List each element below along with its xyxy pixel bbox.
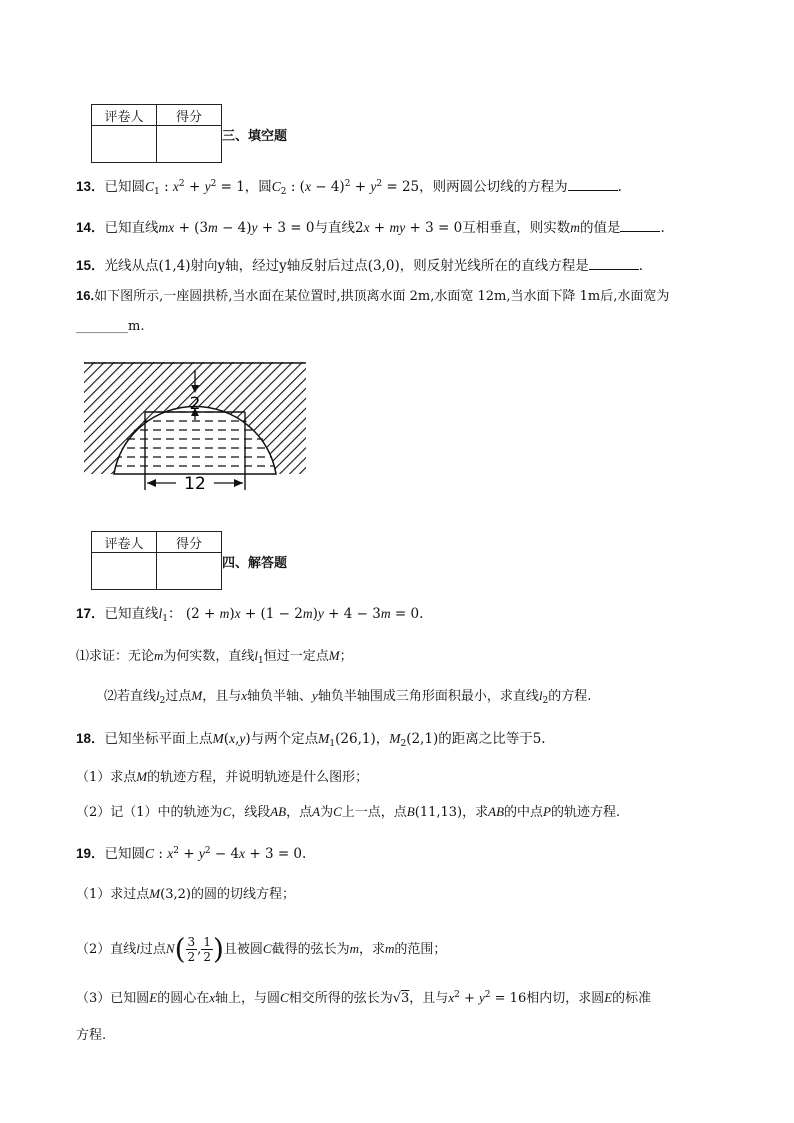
question-15: 15．光线从点(1,4)射向y轴，经过y轴反射后过点(3,0)，则反射光线所在的直线方程是 . xyxy=(76,258,644,274)
question-19-part2: （2）直线l过点N( $\frac{3}{2}$ , $\frac{1}{2}$ )且被圆C截得的弦长为m，求m的范围； xyxy=(76,932,447,966)
question-19-part3-line1: （3）已知圆E的圆心在x轴上，与圆C相交所得的弦长为√3，且与$x^2 + y^2 = 16$相内切，求圆E的标准 xyxy=(76,990,652,1006)
grading-table-1 xyxy=(91,104,222,163)
score-header: 得分 xyxy=(157,105,222,126)
question-18-part2: （2）记（1）中的轨迹为C，线段AB，点A为C上一点，点B(11,13)，求AB的中点P的轨迹方程. xyxy=(76,804,621,820)
height-label: 2 xyxy=(189,394,201,414)
width-label: 12 xyxy=(184,474,206,492)
question-16-line1: 16.如下图所示,一座圆拱桥,当水面在某位置时,拱顶离水面 2m,水面宽 12m,当水面下降 1m后,水面宽为 xyxy=(76,288,670,304)
question-19-part1: （1）求过点M(3,2)的圆的切线方程； xyxy=(76,886,295,902)
question-13: 13．已知圆$C_1$ : $x^2 + y^2 = 1$，圆$C_2$ : $(x - 4)^2 + y^2 = 25$，则两圆公切线的方程为 . xyxy=(76,179,622,197)
question-19: 19．已知圆C : $x^2 + y^2 - 4x + 3 = 0$. xyxy=(76,846,307,862)
grader-cell xyxy=(92,126,157,163)
section-4-title: 四、解答题 xyxy=(222,556,288,571)
grader-cell xyxy=(92,553,157,590)
question-18: 18．已知坐标平面上点M(x,y)与两个定点$M_1(26,1)$，$M_2(2,1)$的距离之比等于5. xyxy=(76,731,546,749)
arch-bridge-figure xyxy=(84,362,306,492)
section-3-title: 三、填空题 xyxy=(222,129,288,144)
grader-header: 评卷人 xyxy=(92,532,157,553)
grader-header: 评卷人 xyxy=(92,105,157,126)
question-18-part1: （1）求点M的轨迹方程，并说明轨迹是什么图形； xyxy=(76,769,369,785)
question-16-line2: ________m. xyxy=(76,319,145,334)
score-cell xyxy=(157,126,222,163)
question-19-part3-line2: 方程. xyxy=(76,1028,107,1043)
question-14: 14．已知直线mx + (3m − 4)y + 3 = 0与直线2x + my + 3 = 0互相垂直，则实数m的值是 . xyxy=(76,220,665,236)
question-17-part2: ⑵若直线$l_2$过点M，且与x轴负半轴、y轴负半轴围成三角形面积最小，求直线$l_2$的方程. xyxy=(104,688,592,706)
question-17-part1: ⑴求证：无论m为何实数，直线$l_1$恒过一定点M； xyxy=(76,648,353,666)
grading-table-2 xyxy=(91,531,222,590)
question-17: 17．已知直线$l_1$： (2 + m)x + (1 − 2m)y + 4 − 3m = 0. xyxy=(76,606,424,624)
score-cell xyxy=(157,553,222,590)
score-header: 得分 xyxy=(157,532,222,553)
